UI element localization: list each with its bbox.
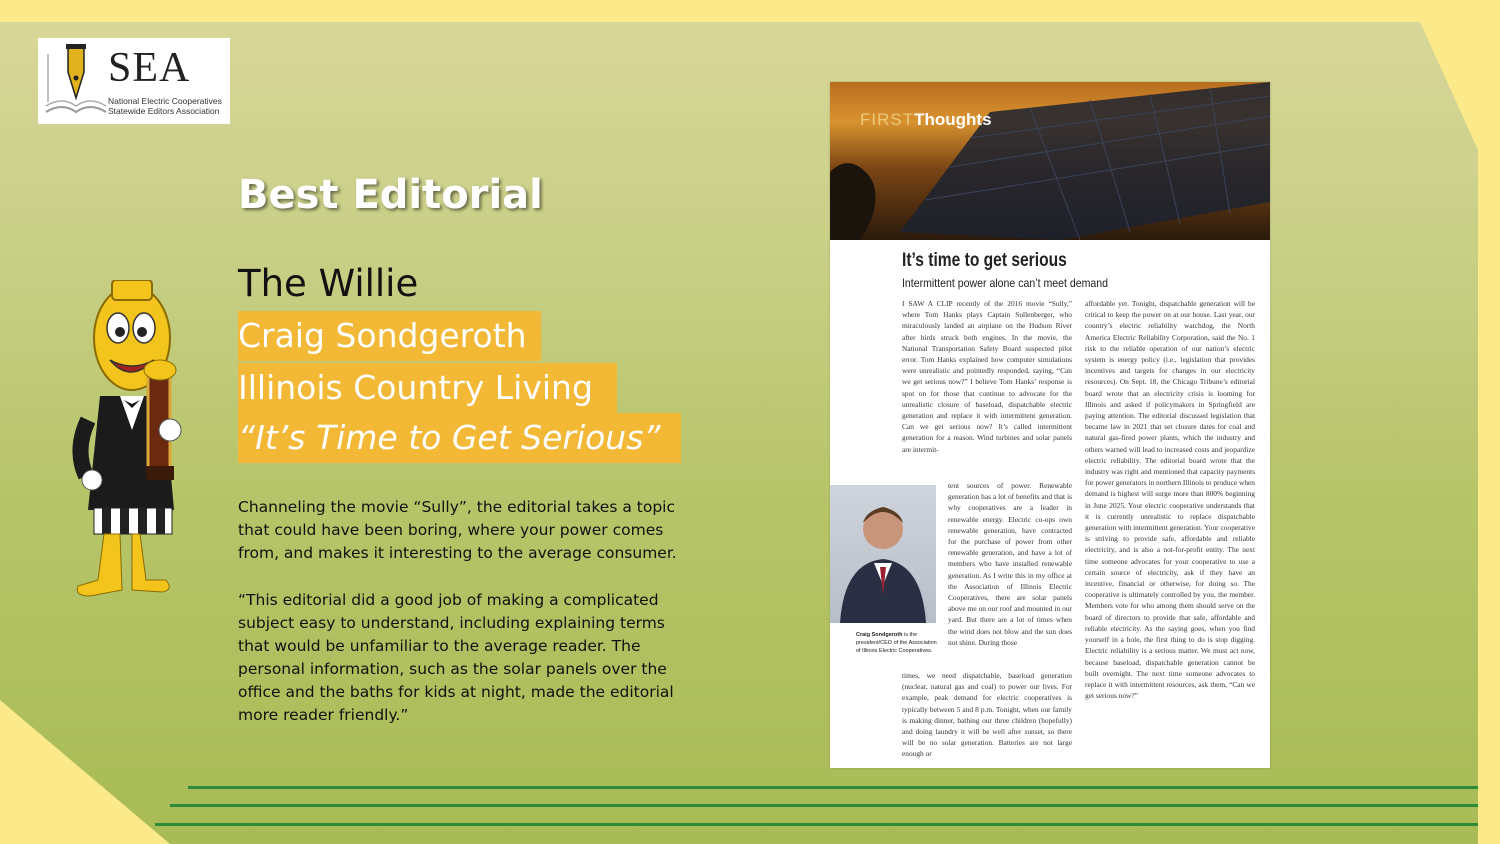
divider-line-1	[188, 786, 1478, 789]
winner-publication: Illinois Country Living	[238, 363, 617, 413]
logo-line-1: National Electric Cooperatives	[108, 96, 222, 106]
willie-mascot-illustration	[70, 280, 210, 610]
book-pen-icon	[42, 42, 112, 122]
winning-title: “It’s Time to Get Serious”	[238, 413, 681, 463]
divider-line-3	[155, 823, 1478, 826]
solar-panels-graphic	[830, 82, 1270, 240]
article-image	[830, 82, 1270, 768]
article-subhead: Intermittent power alone can’t meet demand	[902, 276, 1109, 290]
editorial-description: Channeling the movie “Sully”, the editorial takes a topic that could have been boring, where your power comes from, and makes it interesting to the average consumer.	[238, 498, 677, 562]
sea-logo	[38, 38, 230, 124]
article-column-a2: tent sources of power. Renewable generation has a lot of benefits and that is why cooperatives are a leader in renewable energy. Electric co-ops own renewable generation, have contracted for the purchase of power from other renewable generation, and have a lot of members who have installed renewable generation. As I write this in my office at the Association of Illinois Electric Cooperatives, there are solar panels above me on our roof and mounted in our yard. But there are a lot of times when the wind does not blow and the sun does not shine. During those	[948, 481, 1072, 647]
article-headline: It’s time to get serious	[902, 250, 1067, 271]
award-name: The Willie	[238, 262, 419, 305]
article-column-b: affordable yet. Tonight, dispatchable generation will be critical to keep the power on at our house. Last year, our country’s electric reliability watchdog, the North America Electric Reliability Corporation, said the No. 1 risk to the reliable operation of our nation’s electric system is energy policy (i.e., legislation that provides incentives and targets for changes in our electricity resources). On Sept. 18, the Chicago Tribune’s editorial board wrote that an electricity crisis is looming for Illinois and asked if policymakers in Springfield are paying attention. The editorial discussed legislation that became law in 2021 that set closure dates for coal and natural gas-fired power plants, which the industry and others warned will lead to increased costs and jeopardize electric reliability. The editorial board wrote that the industry was right and mentioned that capacity payments for power generators in northern Illinois to produce when demand is highest will surge more than 800% beginning in June 2025. Your electric cooperative understands that it is currently unrealistic to replace dispatchable generation with intermittent generation. Your cooperative is striving to provide safe, affordable and reliable electricity, and is also a not-for-profit entity. The next time someone advocates for your cooperative to use a certain source of electricity, ask if they have an incentive, financial or otherwise, for doing so. The cooperative is ultimately controlled by you, the member. Members vote for who among them should serve on the board of directors to provide that safe, affordable and reliable electricity. As the saying goes, when you find yourself in a hole, the first thing to do is stop digging. Electric reliability is a serious matter. We must act now, because baseload, dispatchable generation cannot be built overnight. The next time someone advocates to replace it with intermittent resources, ask them, “Can we get serious now?”	[1085, 299, 1255, 701]
photo-caption: Craig Sondgeroth is the president/CEO of the Association of Illinois Electric Cooperatives.	[856, 632, 937, 654]
judge-quote: “This editorial did a good job of making a complicated subject easy to understand, including explaining terms that would be unfamiliar to the average reader. The personal information, such as the solar panels over the office and the baths for kids at night, made the editorial more reader friendly.”	[238, 591, 674, 724]
award-category: Best Editorial	[238, 172, 543, 218]
section-label: FIRSTThoughts	[860, 110, 992, 129]
winner-name: Craig Sondgeroth	[238, 311, 541, 361]
logo-line-2: Statewide Editors Association	[108, 106, 220, 116]
divider-line-2	[170, 804, 1478, 807]
article-column-a3: times, we need dispatchable, baseload generation (nuclear, natural gas and coal) to power our lives. For example, peak demand for electric cooperatives is typically between 5 and 8 p.m. Tonight, when our family is making dinner, bathing our three children (hopefully) and doing laundry it will be well after sunset, so there will be no solar generation. Batteries are not large enough or	[902, 671, 1072, 759]
logo-acronym: SEA	[108, 45, 191, 91]
author-photo	[830, 485, 936, 623]
article-column-a1: I SAW A CLIP recently of the 2016 movie “Sully,” where Tom Hanks plays Captain Sullenberger, who miraculously landed an airplane on the Hudson River after birds struck both engines. In the movie, the National Transportation Safety Board suspected pilot error. Tom Hanks explained how computer simulations were unrealistic and pointedly responded, saying, “Can we get serious now?” I believe Tom Hanks’ response is spot on for those that continue to advocate for the unrealistic closure of baseload, dispatchable electric generation and replace it with intermittent generation. Can we get serious now? It’s called intermittent generation for a reason. Wind turbines and solar panels are intermit-	[902, 299, 1072, 454]
solar-panel-photo	[830, 82, 1270, 240]
